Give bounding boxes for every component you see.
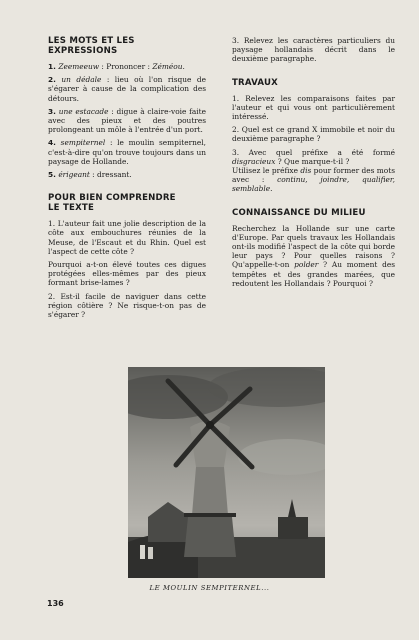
photo-caption: LE MOULIN SEMPITERNEL... xyxy=(149,584,270,592)
vocab-entry: 2. un dédale : lieu où l'on risque de s'égarer à cause de la complication des détours. xyxy=(48,75,206,103)
section-heading-comprehension: POUR BIEN COMPRENDRE LE TEXTE xyxy=(48,193,176,214)
exercise-3: 3. Avec quel préfixe a été formé disgracieux ? Que marque-t-il ? Utilisez le préfixe dis pour former des mots avec : continu, joindre, qualifier, semblable. xyxy=(232,147,396,194)
right-column xyxy=(232,36,395,292)
exercise-1: 1. Relevez les comparaisons faites par l'auteur et qui vous ont particulièrement intéressé. xyxy=(232,93,395,122)
section-heading-travaux: TRAVAUX xyxy=(232,77,279,88)
windmill-illustration xyxy=(128,367,325,578)
question-2: 2. Est-il facile de naviguer dans cette région côtière ? Ne risque-t-on pas de s'égarer ? xyxy=(48,291,206,320)
vocab-entry: 1. Zeemeeuw : Prononcer : Zéméou. xyxy=(48,62,185,71)
left-column xyxy=(48,36,206,323)
exercise-2: 2. Quel est ce grand X immobile et noir du deuxième paragraphe ? xyxy=(232,125,395,144)
page-number: 136 xyxy=(47,599,64,608)
vocab-entry: 5. érigeant : dressant. xyxy=(48,170,132,180)
section-heading-milieu: CONNAISSANCE DU MILIEU xyxy=(232,207,366,218)
vocab-entry: 4. sempiternel : le moulin sempiternel, c'est-à-dire qu'on trouve toujours dans un paysage de Hollande. xyxy=(48,138,206,166)
windmill-photo xyxy=(128,367,325,578)
section-heading-vocabulary: LES MOTS ET LES EXPRESSIONS xyxy=(48,36,135,56)
question-1: 1. L'auteur fait une jolie description de la côte aux embouchures réunies de la Meuse, de l'Escaut et du Rhin. Quel est l'aspect de cette côte ? xyxy=(48,219,206,256)
vocab-entry: 3. une estacade : digue à claire-voie faite avec des pieux et des poutres prolongeant un môle à l'entrée d'un port. xyxy=(48,106,207,135)
question-1-followup: Pourquoi a-t-on élevé toutes ces digues protégées elles-mêmes par des pieux formant brise-lames ? xyxy=(48,260,206,288)
milieu-text: Recherchez la Hollande sur une carte d'Europe. Par quels travaux les Hollandais ont-ils modifié l'aspect de la côte qui borde leur pays ? Pour quelles raisons ? Qu'appelle-t-on polder ? Au moment des tempêtes et des grandes marées, que redoutent les Hollandais ? Pourquoi ? xyxy=(232,223,395,288)
question-3: 3. Relevez les caractères particuliers du paysage hollandais décrit dans le deuxième paragraphe. xyxy=(232,36,395,64)
